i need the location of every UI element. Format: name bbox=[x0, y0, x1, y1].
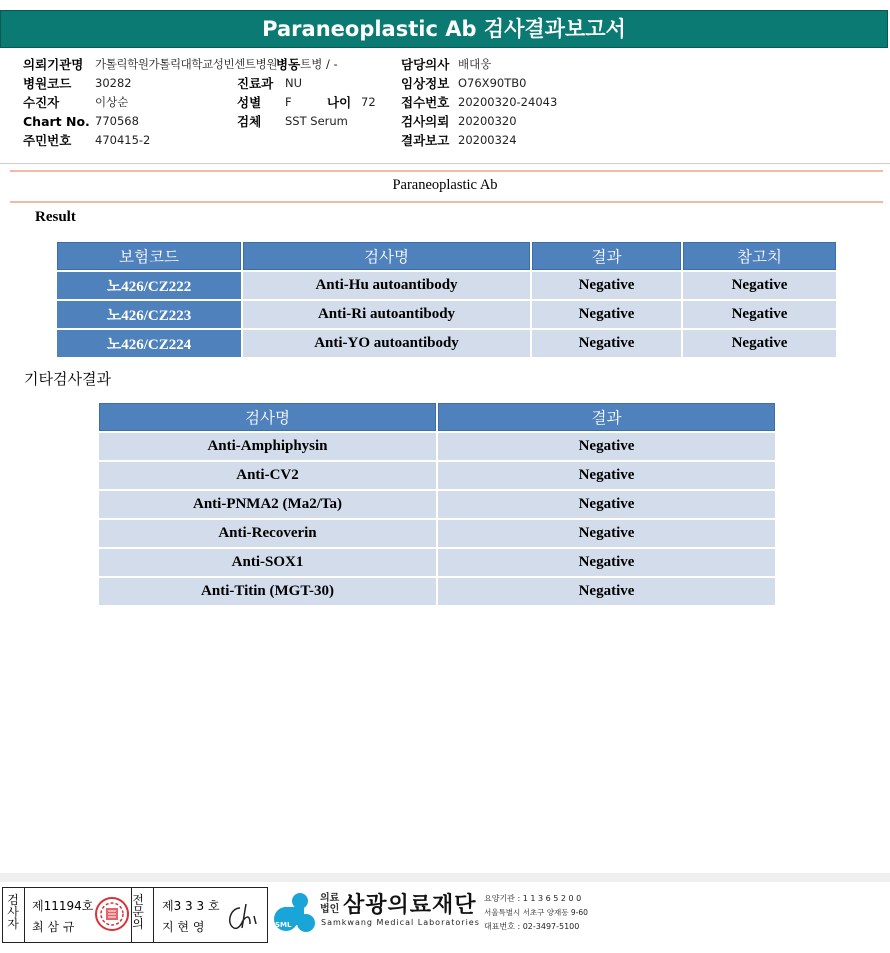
sml-logo-icon bbox=[270, 889, 318, 941]
info-value: NU bbox=[285, 76, 303, 90]
test-name: Anti-Ri autoantibody bbox=[243, 301, 530, 328]
test-result: Negative bbox=[438, 520, 775, 547]
test-name: Anti-Hu autoantibody bbox=[243, 272, 530, 299]
info-label-ward: 병동 bbox=[276, 57, 301, 72]
test-result: Negative bbox=[438, 491, 775, 518]
main-results-table bbox=[55, 240, 838, 359]
info-value: 770568 bbox=[95, 114, 139, 128]
org-code: 요양기관 : 1 1 3 6 5 2 0 0 bbox=[484, 894, 582, 903]
table-row bbox=[99, 462, 775, 489]
section-divider-top bbox=[10, 170, 883, 172]
info-label: 성별 bbox=[237, 95, 262, 110]
info-label: Chart No. bbox=[23, 114, 90, 129]
info-row-resident-no bbox=[23, 131, 338, 150]
info-value: 배대웅 bbox=[458, 57, 492, 71]
org-address: 서울특별시 서초구 양재동 9-60 bbox=[484, 908, 588, 917]
table-row bbox=[99, 520, 775, 547]
table-row bbox=[99, 578, 775, 605]
org-name-english: Samkwang Medical Laboratories bbox=[321, 918, 480, 927]
test-result: Negative bbox=[532, 330, 681, 357]
info-value: SST Serum bbox=[285, 114, 348, 128]
info-label: 임상정보 bbox=[401, 76, 450, 91]
info-row-clinical-info bbox=[401, 74, 557, 93]
info-row-sex-age bbox=[237, 93, 376, 112]
column-header-insurance-code: 보험코드 bbox=[57, 242, 241, 270]
table-row bbox=[99, 433, 775, 460]
seal-stamp-icon bbox=[94, 896, 130, 932]
insurance-code: 노426/CZ223 bbox=[57, 301, 241, 328]
other-results-title: 기타검사결과 bbox=[24, 370, 111, 388]
info-label: 병원코드 bbox=[23, 76, 72, 91]
info-value: 이상순 bbox=[95, 95, 129, 109]
test-result: Negative bbox=[532, 272, 681, 299]
section-title: Paraneoplastic Ab bbox=[392, 177, 498, 193]
column-header-result: 결과 bbox=[532, 242, 681, 270]
test-name: Anti-PNMA2 (Ma2/Ta) bbox=[99, 491, 436, 518]
test-name: Anti-SOX1 bbox=[99, 549, 436, 576]
table-row bbox=[57, 301, 836, 328]
insurance-code: 노426/CZ224 bbox=[57, 330, 241, 357]
info-value: 가톨릭학원가톨릭대학교성빈센트병원 bbox=[95, 57, 278, 71]
signature-icon bbox=[222, 898, 262, 934]
info-value: F bbox=[285, 95, 292, 109]
specialist-label bbox=[132, 894, 146, 930]
info-row-doctor bbox=[401, 55, 557, 74]
info-label: 접수번호 bbox=[401, 95, 450, 110]
column-header-test-name: 검사명 bbox=[243, 242, 530, 270]
info-value: 20200324 bbox=[458, 133, 517, 147]
insurance-code: 노426/CZ222 bbox=[57, 272, 241, 299]
info-row-receipt-no bbox=[401, 93, 557, 112]
info-label: 검체 bbox=[237, 114, 262, 129]
report-title: Paraneoplastic Ab 검사결과보고서 bbox=[0, 10, 888, 48]
info-label-age: 나이 bbox=[327, 95, 352, 110]
test-name: Anti-Titin (MGT-30) bbox=[99, 578, 436, 605]
info-label: 의뢰기관명 bbox=[23, 57, 84, 72]
logo-badge: SML bbox=[275, 921, 292, 929]
info-value: 30282 bbox=[95, 76, 132, 90]
info-label: 수진자 bbox=[23, 95, 60, 110]
column-header-reference: 참고치 bbox=[683, 242, 836, 270]
info-value: 470415-2 bbox=[95, 133, 151, 147]
footer-divider bbox=[0, 873, 890, 882]
info-label: 검사의뢰 bbox=[401, 114, 450, 129]
info-row-request-date bbox=[401, 112, 557, 131]
table-header-row bbox=[57, 242, 836, 270]
info-value-ward: 트병 / - bbox=[300, 57, 338, 71]
info-label: 주민번호 bbox=[23, 133, 72, 148]
specialist-name: 지 현 영 bbox=[162, 920, 205, 934]
info-row-specimen bbox=[237, 112, 376, 131]
info-value: 20200320-24043 bbox=[458, 95, 558, 109]
info-row-institution bbox=[23, 55, 338, 74]
info-row-report-date bbox=[401, 131, 557, 150]
table-row bbox=[99, 491, 775, 518]
column-header-test-name: 검사명 bbox=[99, 403, 436, 431]
info-column-2 bbox=[237, 74, 376, 131]
info-value: 20200320 bbox=[458, 114, 517, 128]
info-label: 결과보고 bbox=[401, 133, 450, 148]
info-row-department bbox=[237, 74, 376, 93]
table-header-row bbox=[99, 403, 775, 431]
reference-value: Negative bbox=[683, 301, 836, 328]
info-value: O76X90TB0 bbox=[458, 76, 527, 90]
reference-value: Negative bbox=[683, 272, 836, 299]
test-result: Negative bbox=[438, 433, 775, 460]
info-value-age: 72 bbox=[361, 95, 376, 109]
table-row bbox=[57, 272, 836, 299]
test-result: Negative bbox=[438, 578, 775, 605]
test-result: Negative bbox=[532, 301, 681, 328]
reference-value: Negative bbox=[683, 330, 836, 357]
section-divider-bottom bbox=[10, 201, 883, 203]
inspector-license: 제11194호 bbox=[32, 899, 94, 913]
column-header-result: 결과 bbox=[438, 403, 775, 431]
result-label: Result bbox=[35, 209, 76, 225]
specialist-label-text: 전문의 bbox=[132, 893, 144, 931]
table-row bbox=[57, 330, 836, 357]
other-results-table bbox=[97, 401, 777, 607]
inspector-name: 최 삼 규 bbox=[32, 920, 75, 934]
test-result: Negative bbox=[438, 549, 775, 576]
test-name: Anti-CV2 bbox=[99, 462, 436, 489]
inspector-label bbox=[7, 894, 21, 930]
test-result: Negative bbox=[438, 462, 775, 489]
org-name: 삼광의료재단 bbox=[343, 893, 477, 918]
org-phone: 대표번호 : 02-3497-5100 bbox=[484, 922, 580, 931]
test-name: Anti-Amphiphysin bbox=[99, 433, 436, 460]
table-row bbox=[99, 549, 775, 576]
test-name: Anti-YO autoantibody bbox=[243, 330, 530, 357]
header-divider bbox=[0, 163, 890, 164]
org-type: 의료법인 bbox=[320, 893, 340, 915]
info-label: 진료과 bbox=[237, 76, 274, 91]
inspector-label-text: 검사자 bbox=[7, 893, 19, 931]
info-column-3 bbox=[401, 55, 557, 150]
specialist-license: 제3 3 3 호 bbox=[162, 899, 220, 913]
test-name: Anti-Recoverin bbox=[99, 520, 436, 547]
info-label: 담당의사 bbox=[401, 57, 450, 72]
